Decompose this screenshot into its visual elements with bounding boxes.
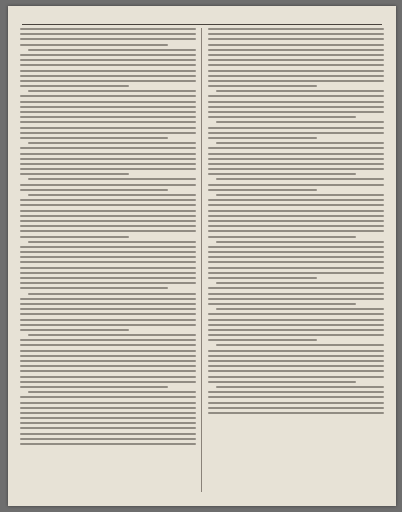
header-rule [22,24,382,25]
page-number [8,13,396,22]
left-paragraph-8 [20,293,196,331]
right-paragraph-1 [208,28,384,87]
left-paragraph-4 [20,142,196,175]
right-column [208,28,384,496]
right-paragraph-2 [208,90,384,118]
right-paragraph-8 [208,282,384,305]
left-paragraph-5 [20,178,196,190]
right-paragraph-3 [208,121,384,139]
left-column [20,28,196,496]
left-paragraph-10 [20,391,196,445]
left-paragraph-7 [20,241,196,290]
scanned-page [8,6,396,506]
left-paragraph-3 [20,90,196,139]
right-paragraph-6 [208,194,384,238]
right-paragraph-11 [208,386,384,414]
left-paragraph-1 [20,28,196,46]
right-paragraph-9 [208,308,384,341]
right-paragraph-5 [208,178,384,190]
right-paragraph-4 [208,142,384,175]
right-paragraph-7 [208,241,384,279]
left-paragraph-2 [20,49,196,87]
left-paragraph-6 [20,194,196,238]
right-paragraph-10 [208,344,384,382]
column-divider [201,28,202,492]
left-paragraph-9 [20,334,196,388]
